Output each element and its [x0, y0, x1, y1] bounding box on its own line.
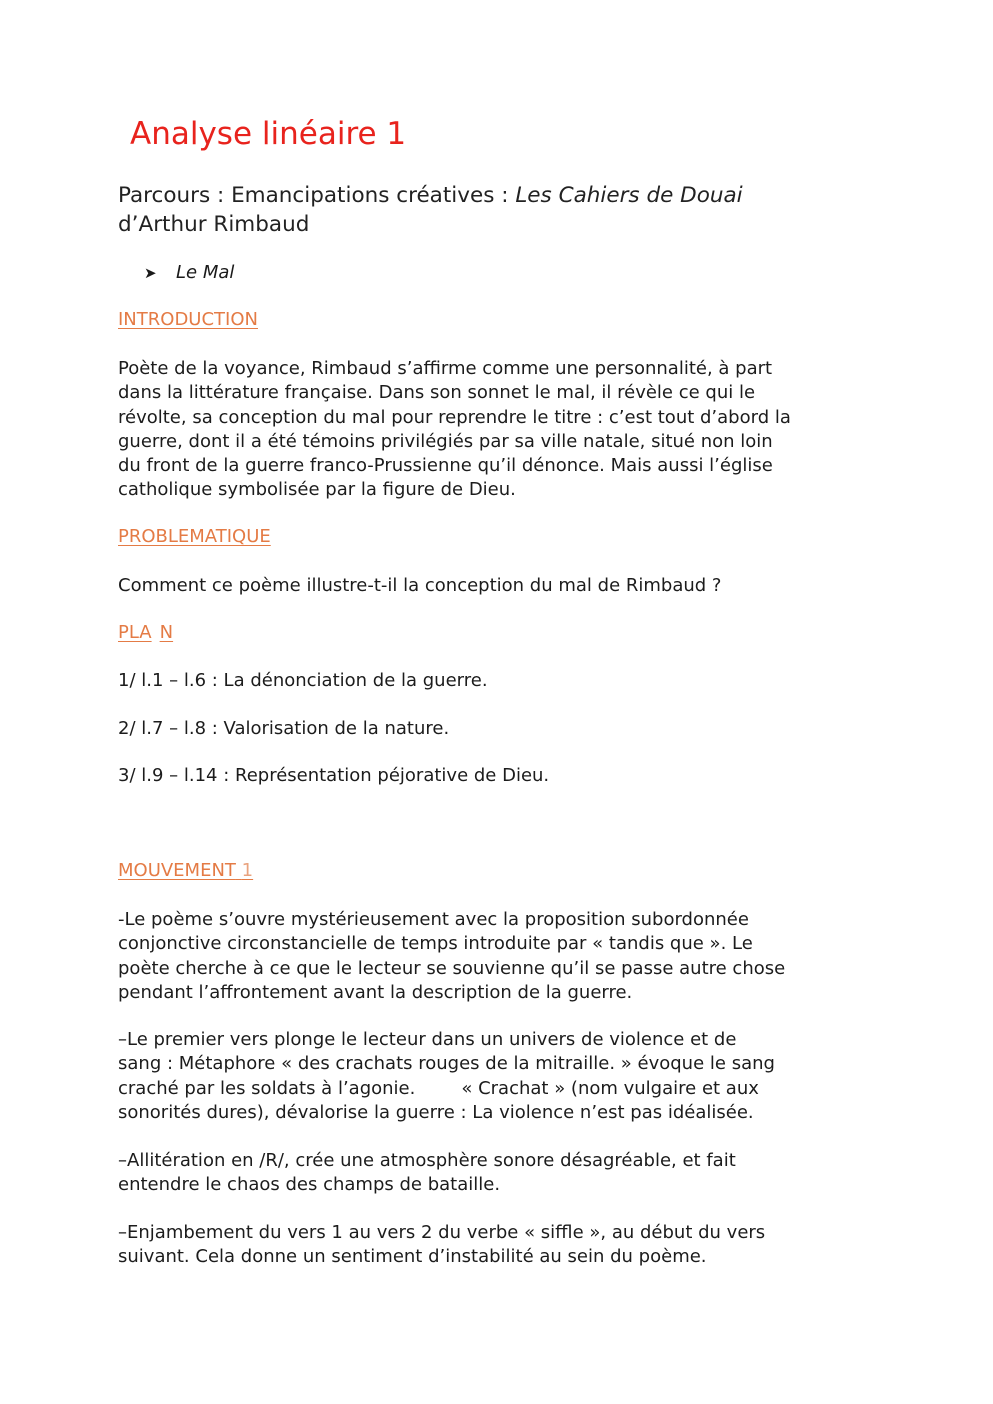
- mouvement-paragraph: [118, 1221, 878, 1270]
- mouvement-paragraph: [118, 1149, 878, 1198]
- intro-line: révolte, sa conception du mal pour reprendre le titre : c’est tout d’abord la: [118, 406, 791, 428]
- problematique-text: Comment ce poème illustre-t-il la conception du mal de Rimbaud ?: [118, 575, 722, 596]
- plan-heading-part: N: [159, 622, 174, 643]
- plan-item: 1/ l.1 – l.6 : La dénonciation de la guerre.: [118, 670, 488, 691]
- plan-heading: [118, 622, 173, 643]
- intro-line: dans la littérature française. Dans son sonnet le mal, il révèle ce qui le: [118, 382, 756, 404]
- intro-line: Poète de la voyance, Rimbaud s’affirme comme une personnalité, à part: [118, 358, 773, 379]
- introduction-heading: INTRODUCTION: [118, 309, 258, 330]
- mouvement-line: –Le premier vers plonge le lecteur dans un univers de violence et de: [118, 1029, 737, 1050]
- bullet-label: Le Mal: [176, 262, 235, 283]
- mouvement-line: entendre le chaos des champs de bataille.: [118, 1174, 501, 1196]
- mouvement-line: conjonctive circonstancielle de temps introduite par « tandis que ». Le: [118, 933, 753, 955]
- arrow-bullet-icon: ➤: [144, 264, 157, 282]
- mouvement-line: -Le poème s’ouvre mystérieusement avec la proposition subordonnée: [118, 909, 749, 930]
- mouvement-line: pendant l’affrontement avant la description de la guerre.: [118, 981, 633, 1003]
- mouvement-line: –Allitération en /R/, crée une atmosphère sonore désagréable, et fait: [118, 1150, 736, 1171]
- bullet-item: [144, 262, 234, 283]
- mouvement-line: sonorités dures), dévalorise la guerre : La violence n’est pas idéalisée.: [118, 1101, 754, 1123]
- mouvement-heading-number: 1: [241, 860, 254, 881]
- page-title: Analyse linéaire 1: [130, 116, 407, 152]
- mouvement-line: craché par les soldats à l’agonie.: [118, 1077, 416, 1099]
- plan-item: 3/ l.9 – l.14 : Représentation péjorative de Dieu.: [118, 765, 550, 786]
- mouvement-line: sang : Métaphore « des crachats rouges de la mitraille. » évoque le sang: [118, 1053, 775, 1075]
- mouvement-1-heading: [118, 860, 253, 881]
- mouvement-paragraph: [118, 908, 878, 1005]
- mouvement-line: –Enjambement du vers 1 au vers 2 du verbe « siffle », au début du vers: [118, 1222, 766, 1243]
- subtitle-prefix: Parcours : Emancipations créatives :: [118, 183, 516, 208]
- mouvement-line: suivant. Cela donne un sentiment d’instabilité au sein du poème.: [118, 1246, 707, 1268]
- work-title: Les Cahiers de Douai: [515, 183, 743, 208]
- subtitle-author: d’Arthur Rimbaud: [118, 212, 310, 237]
- mouvement-heading-label: MOUVEMENT: [118, 860, 236, 881]
- mouvement-line: « Crachat » (nom vulgaire et aux: [461, 1077, 759, 1099]
- introduction-paragraph: [118, 357, 878, 503]
- intro-line: guerre, dont il a été témoins privilégiés par sa ville natale, situé non loin: [118, 430, 773, 452]
- mouvement-paragraph: [118, 1028, 878, 1125]
- intro-line: catholique symbolisée par la figure de Dieu.: [118, 479, 516, 501]
- plan-heading-part: PLA: [118, 622, 152, 643]
- problematique-heading: PROBLEMATIQUE: [118, 526, 271, 547]
- mouvement-line: poète cherche à ce que le lecteur se souvienne qu’il se passe autre chose: [118, 957, 786, 979]
- intro-line: du front de la guerre franco-Prussienne qu’il dénonce. Mais aussi l’église: [118, 455, 773, 477]
- page-subtitle: [118, 181, 878, 239]
- plan-item: 2/ l.7 – l.8 : Valorisation de la nature.: [118, 718, 450, 739]
